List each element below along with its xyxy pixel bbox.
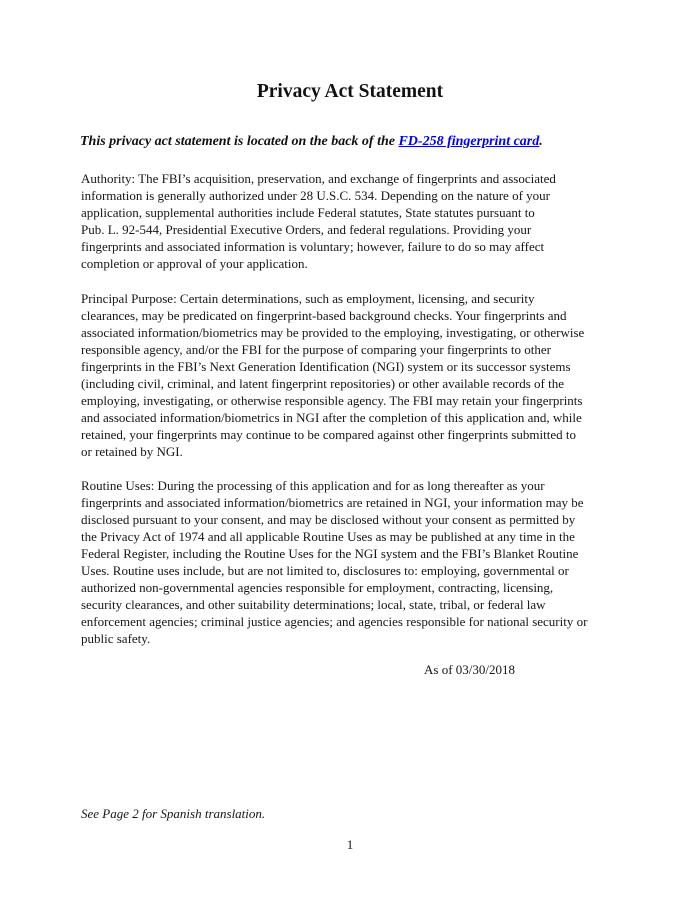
text-line: and associated information/biometrics in NGI after the completion of this application and, while <box>81 410 582 425</box>
text-line: completion or approval of your application. <box>81 256 308 271</box>
spanish-translation-note: See Page 2 for Spanish translation. <box>81 806 266 821</box>
text-line: employing, investigating, or otherwise responsible agency. The FBI may retain your fingerprints <box>81 393 583 408</box>
text-line: or retained by NGI. <box>81 444 183 459</box>
text-line: Uses. Routine uses include, but are not limited to, disclosures to: employing, governmental or <box>81 563 569 578</box>
paragraph-principal-purpose <box>81 290 584 460</box>
subtitle-suffix: . <box>539 134 543 149</box>
text-line: retained, your fingerprints may continue to be compared against other fingerprints submitted to <box>81 427 576 442</box>
subtitle-prefix: This privacy act statement is located on the back of the <box>80 134 399 149</box>
as-of-date: As of 03/30/2018 <box>424 662 515 677</box>
paragraph-routine-uses <box>81 477 587 647</box>
text-line: fingerprints and associated information is voluntary; however, failure to do so may affect <box>81 239 545 254</box>
page-number: 1 <box>346 837 354 852</box>
text-line: responsible agency, and/or the FBI for the purpose of comparing your fingerprints to other <box>81 342 551 357</box>
text-line: (including civil, criminal, and latent fingerprint repositories) or other available records of the <box>81 376 564 391</box>
text-line: the Privacy Act of 1974 and all applicable Routine Uses as may be published at any time in the <box>81 529 575 544</box>
page-title: Privacy Act Statement <box>256 81 444 102</box>
subtitle <box>80 133 543 151</box>
text-line: security clearances, and other suitability determinations; local, state, tribal, or federal law <box>81 597 546 612</box>
text-line: fingerprints in the FBI’s Next Generation Identification (NGI) system or its successor systems <box>81 359 571 374</box>
text-line: Authority: The FBI’s acquisition, preservation, and exchange of fingerprints and associated <box>81 171 556 186</box>
text-line: Federal Register, including the Routine Uses for the NGI system and the FBI’s Blanket Routine <box>81 546 579 561</box>
text-line: authorized non-governmental agencies responsible for employment, contracting, licensing, <box>81 580 554 595</box>
text-line: information is generally authorized under 28 U.S.C. 534. Depending on the nature of your <box>81 188 550 203</box>
text-line: application, supplemental authorities include Federal statutes, State statutes pursuant to <box>81 205 535 220</box>
text-line: clearances, may be predicated on fingerprint-based background checks. Your fingerprints and <box>81 308 567 323</box>
fd258-fingerprint-card-link[interactable]: FD-258 fingerprint card <box>398 134 540 149</box>
text-line: fingerprints and associated information/biometrics are retained in NGI, your information may be <box>81 495 584 510</box>
text-line: Pub. L. 92-544, Presidential Executive Orders, and federal regulations. Providing your <box>81 222 532 237</box>
text-line: disclosed pursuant to your consent, and may be disclosed without your consent as permitted by <box>81 512 576 527</box>
text-line: Routine Uses: During the processing of this application and for as long thereafter as your <box>81 478 545 493</box>
paragraph-authority <box>81 170 556 272</box>
text-line: public safety. <box>81 631 151 646</box>
text-line: enforcement agencies; criminal justice agencies; and agencies responsible for national security or <box>81 614 588 629</box>
text-line: associated information/biometrics may be provided to the employing, investigating, or otherwise <box>81 325 585 340</box>
text-line: Principal Purpose: Certain determinations, such as employment, licensing, and security <box>81 291 535 306</box>
